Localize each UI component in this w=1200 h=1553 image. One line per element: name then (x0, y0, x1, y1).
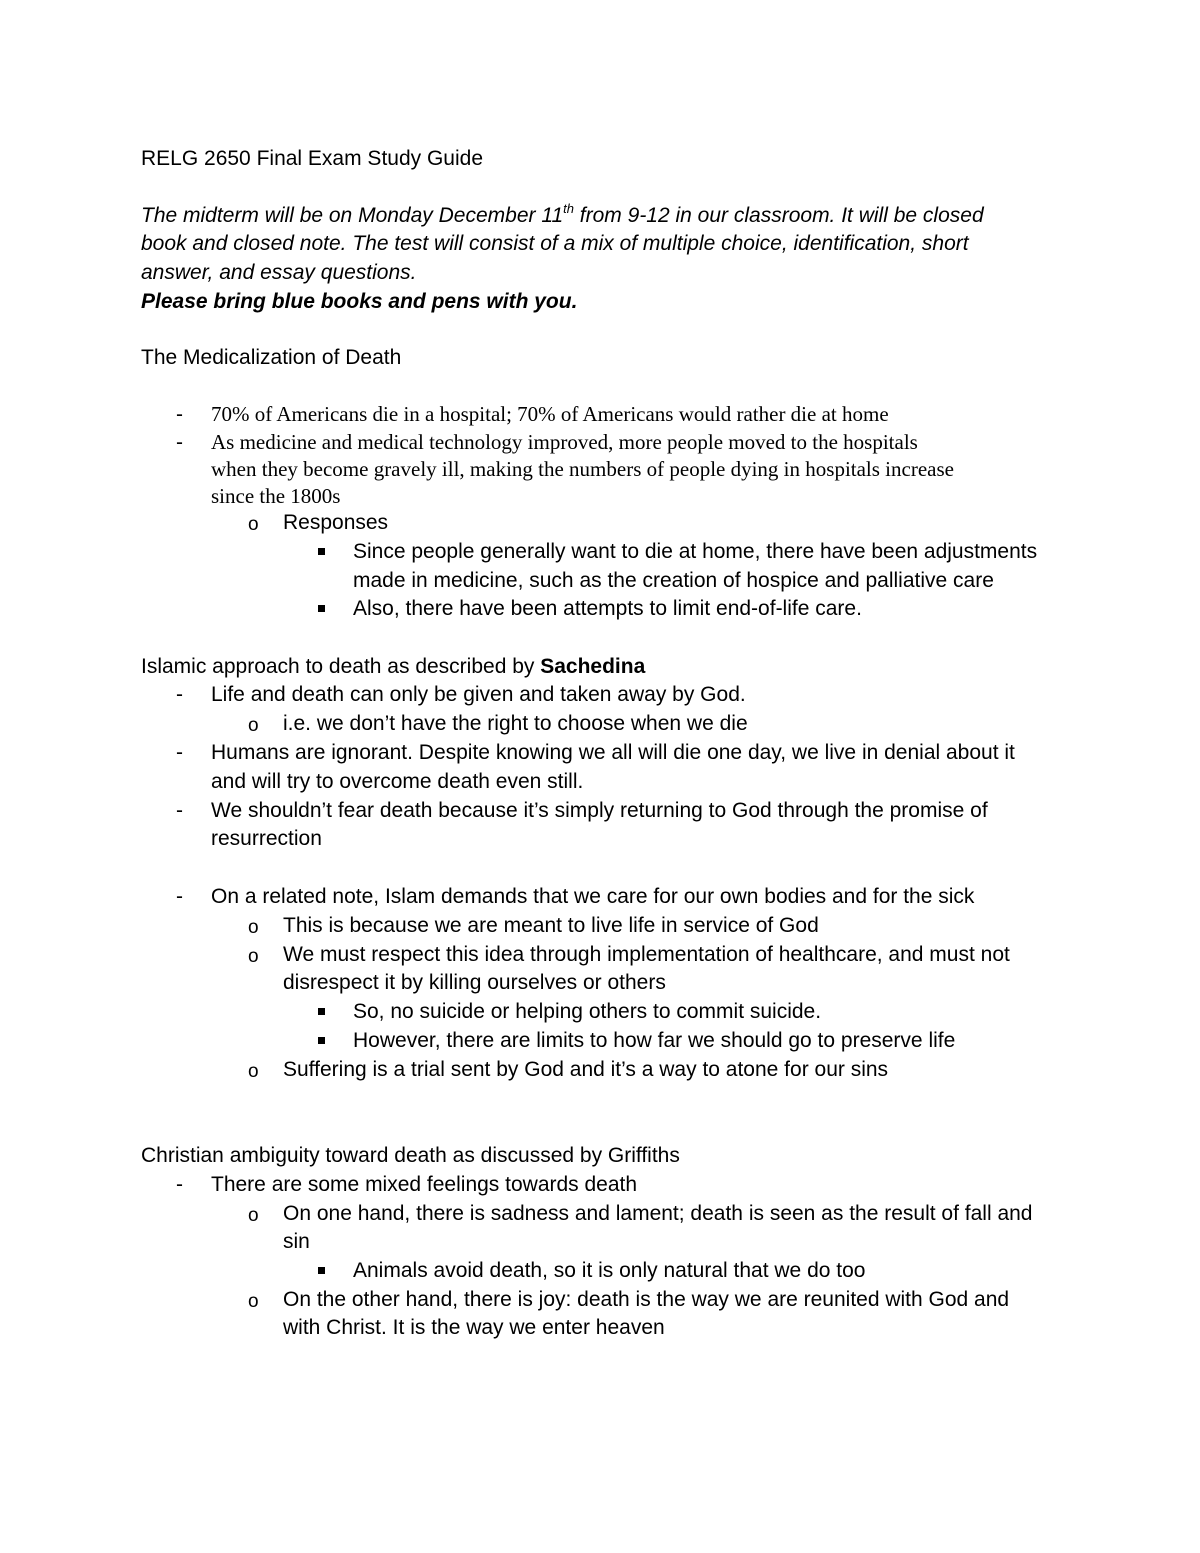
intro-text: from 9-12 in our classroom. It will be closed (573, 204, 984, 227)
list-item: As medicine and medical technology improved, more people moved to the hospitals (211, 430, 918, 454)
sub-list-item: i.e. we don’t have the right to choose when we die (283, 712, 748, 735)
sub-sub-list-item: However, there are limits to how far we should go to preserve life (353, 1029, 956, 1052)
sub-sub-list-item: Also, there have been attempts to limit end-of-life care. (353, 597, 862, 620)
square-bullet (318, 1267, 325, 1274)
intro-text: The midterm will be on Monday December 11 (141, 204, 564, 227)
page-title: RELG 2650 Final Exam Study Guide (141, 147, 484, 170)
circle-bullet: o (248, 715, 259, 736)
bring-supplies-note: Please bring blue books and pens with you. (141, 290, 578, 313)
square-bullet (318, 548, 325, 555)
list-item: There are some mixed feelings towards death (211, 1173, 638, 1196)
circle-bullet: o (248, 917, 259, 938)
sub-list-item-cont: sin (283, 1230, 310, 1253)
dash-bullet: - (176, 885, 183, 908)
dash-bullet: - (176, 741, 183, 764)
list-item: On a related note, Islam demands that we care for our own bodies and for the sick (211, 885, 975, 908)
sub-sub-list-item: Since people generally want to die at home, there have been adjustments (353, 540, 1038, 563)
list-item: Life and death can only be given and taken away by God. (211, 683, 746, 706)
sub-list-item: This is because we are meant to live life in service of God (283, 914, 819, 937)
circle-bullet: o (248, 514, 259, 535)
section-heading-christian: Christian ambiguity toward death as discussed by Griffiths (141, 1144, 680, 1167)
list-item-cont: resurrection (211, 827, 322, 850)
heading-text: Islamic approach to death as described by (141, 655, 541, 678)
list-item: We shouldn’t fear death because it’s simply returning to God through the promise of (211, 799, 988, 822)
dash-bullet: - (176, 799, 183, 822)
list-item-cont: since the 1800s (211, 484, 341, 508)
sub-sub-list-item-cont: made in medicine, such as the creation of hospice and palliative care (353, 569, 994, 592)
square-bullet (318, 605, 325, 612)
sub-list-item-cont: disrespect it by killing ourselves or others (283, 971, 666, 994)
square-bullet (318, 1037, 325, 1044)
section-heading-medicalization: The Medicalization of Death (141, 346, 402, 369)
dash-bullet: - (176, 1173, 183, 1196)
dash-bullet: - (176, 683, 183, 706)
author-name: Sachedina (540, 655, 646, 678)
sub-list-item: Suffering is a trial sent by God and it’s a way to atone for our sins (283, 1058, 889, 1081)
sub-sub-list-item: So, no suicide or helping others to commit suicide. (353, 1000, 822, 1023)
sub-list-item: Responses (283, 511, 389, 534)
list-item-cont: when they become gravely ill, making the numbers of people dying in hospitals increase (211, 457, 954, 481)
sub-list-item-cont: with Christ. It is the way we enter heaven (283, 1316, 665, 1339)
dash-bullet: - (176, 403, 183, 426)
sub-list-item: On the other hand, there is joy: death is the way we are reunited with God and (283, 1288, 1010, 1311)
list-item: 70% of Americans die in a hospital; 70% of Americans would rather die at home (211, 402, 889, 426)
ordinal-suffix: th (563, 201, 574, 216)
circle-bullet: o (248, 1061, 259, 1082)
section-heading-islamic (141, 656, 645, 677)
list-item: Humans are ignorant. Despite knowing we all will die one day, we live in denial about it (211, 741, 1015, 764)
sub-sub-list-item: Animals avoid death, so it is only natural that we do too (353, 1259, 866, 1282)
circle-bullet: o (248, 1205, 259, 1226)
list-item-cont: and will try to overcome death even still. (211, 770, 584, 793)
intro-line-1 (141, 201, 984, 227)
sub-list-item: On one hand, there is sadness and lament; death is seen as the result of fall and (283, 1202, 1033, 1225)
intro-line-2: book and closed note. The test will consist of a mix of multiple choice, identification, short (141, 232, 969, 255)
circle-bullet: o (248, 946, 259, 967)
intro-line-3: answer, and essay questions. (141, 261, 417, 284)
circle-bullet: o (248, 1291, 259, 1312)
sub-list-item: We must respect this idea through implementation of healthcare, and must not (283, 943, 1010, 966)
dash-bullet: - (176, 431, 183, 454)
square-bullet (318, 1008, 325, 1015)
